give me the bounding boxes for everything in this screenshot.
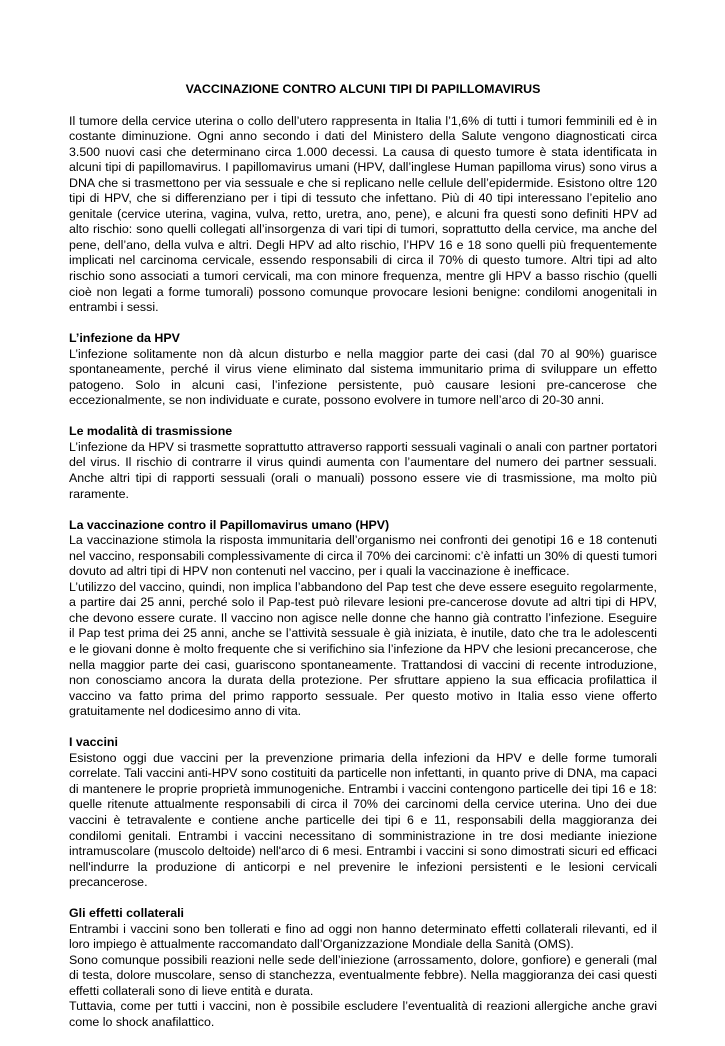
section-paragraph: La vaccinazione stimola la risposta immunitaria dell’organismo nei confronti dei genotipi 16 e 18 contenuti nel vaccino, responsabili complessivamente di circa il 70% dei carcinomi: c’è infatti un 30% di questi tumori dovuto ad altri tipi di HPV non contenuti nel vaccino, per i quali la vaccinazione è inefficace. (69, 533, 657, 579)
section-trasmissione (69, 424, 657, 502)
section-infezione (69, 331, 657, 409)
section-paragraph: Esistono oggi due vaccini per la prevenzione primaria della infezioni da HPV e delle forme tumorali correlate. Tali vaccini anti-HPV sono costituiti da particelle non infettanti, in quanto prive di DNA, ma capaci di mantenere le proprie proprietà immunogeniche. Entrambi i vaccini contengono particelle dei tipi 16 e 18: quelle ritenute attualmente responsabili di circa il 70% dei carcinomi della cervice uterina. Uno dei due vaccini è tetravalente e contiene anche particelle dei tipi 6 e 11, responsabili della maggioranza dei condilomi genitali. Entrambi i vaccini necessitano di somministrazione in tre dosi mediante iniezione intramuscolare (muscolo deltoide) nell'arco di 6 mesi. Entrambi i vaccini si sono dimostrati sicuri ed efficaci nell'indurre la produzione di anticorpi e nel prevenire le infezioni persistenti e le lesioni cervicali precancerose. (69, 750, 657, 890)
section-paragraph: Sono comunque possibili reazioni nelle sede dell’iniezione (arrossamento, dolore, gonfiore) e generali (mal di testa, dolore muscolare, senso di stanchezza, eventualmente febbre). Nella maggioranza dei casi questi effetti collaterali sono di lieve entità e durata. (69, 952, 657, 998)
section-paragraph: Entrambi i vaccini sono ben tollerati e fino ad oggi non hanno determinato effetti collaterali rilevanti, ed il loro impiego è attualmente raccomandato dall’Organizzazione Mondiale della Sanità (OMS). (69, 921, 657, 952)
section-vaccinazione (69, 518, 657, 720)
document-page (69, 82, 657, 1046)
intro-paragraph: Il tumore della cervice uterina o collo dell’utero rappresenta in Italia l’1,6% di tutti i tumori femminili ed è in costante diminuzione. Ogni anno secondo i dati del Ministero della Salute vengono diagnosticati circa 3.500 nuovi casi che determinano circa 1.000 decessi. La causa di questo tumore è stata identificata in alcuni tipi di papillomavirus. I papillomavirus umani (HPV, dall’inglese Human papilloma virus) sono virus a DNA che si trasmettono per via sessuale e che si replicano nelle cellule dell’epidermide. Esistono oltre 120 tipi di HPV, che si differenziano per i tipi di tessuto che infettano. Più di 40 tipi interessano l’epitelio ano genitale (cervice uterina, vagina, vulva, retto, uretra, ano, pene), e alcuni fra questi sono definiti HPV ad alto rischio: sono quelli collegati all’insorgenza di vari tipi di tumori, soprattutto della cervice, ma anche del pene, dell’ano, della vulva e altri. Degli HPV ad alto rischio, l’HPV 16 e 18 sono quelli più frequentemente implicati nel carcinoma cervicale, essendo responsabili di circa il 70% di questo tumore. Altri tipi ad alto rischio sono associati a tumori cervicali, ma con minore frequenza, mentre gli HPV a basso rischio (quelli cioè non legati a forme tumorali) possono comunque provocare lesioni benigne: condilomi anogenitali in entrambi i sessi. (69, 113, 657, 315)
section-heading: Gli effetti collaterali (69, 906, 184, 921)
section-paragraph: L’infezione solitamente non dà alcun disturbo e nella maggior parte dei casi (dal 70 al 90%) guarisce spontaneamente, perché il virus viene eliminato dal sistema immunitario prima di sviluppare un effetto patogeno. Solo in alcuni casi, l’infezione persistente, può causare lesioni pre-cancerose che eccezionalmente, se non individuate e curate, possono evolvere in tumore nell’arco di 20-30 anni. (69, 346, 657, 408)
section-heading: L’infezione da HPV (69, 331, 180, 346)
section-effetti-collaterali (69, 906, 657, 1030)
section-paragraph: L’infezione da HPV si trasmette soprattutto attraverso rapporti sessuali vaginali o anali con partner portatori del virus. Il rischio di contrarre il virus quindi aumenta con l’aumentare del numero dei partner sessuali. Anche altri tipi di rapporti sessuali (orali o manuali) possono essere vie di trasmissione, ma molto più raramente. (69, 439, 657, 501)
document-title: VACCINAZIONE CONTRO ALCUNI TIPI DI PAPILLOMAVIRUS (185, 82, 541, 96)
section-heading: Le modalità di trasmissione (69, 424, 233, 439)
section-paragraph: L’utilizzo del vaccino, quindi, non implica l’abbandono del Pap test che deve essere eseguito regolarmente, a partire dai 25 anni, perché solo il Pap-test può rilevare lesioni pre-cancerose dovute ad altri tipi di HPV, che devono essere curate. Il vaccino non agisce nelle donne che hanno già contratto l’infezione. Eseguire il Pap test prima dei 25 anni, anche se l’attività sessuale è già iniziata, è inutile, dato che tra le adolescenti e le giovani donne è molto frequente che si verifichino sia l’infezione da HPV che lesioni precancerose, che nella maggior parte dei casi, guariscono spontaneamente. Trattandosi di vaccini di recente introduzione, non conosciamo ancora la durata della protezione. Per sfruttare appieno la sua efficacia profilattica il vaccino va fatto prima del primo rapporto sessuale. Per questo motivo in Italia esso viene offerto gratuitamente nel dodicesimo anno di vita. (69, 579, 657, 719)
section-heading: I vaccini (69, 735, 118, 750)
intro-section (69, 114, 657, 316)
section-vaccini (69, 735, 657, 890)
section-paragraph: Tuttavia, come per tutti i vaccini, non è possibile escludere l’eventualità di reazioni allergiche anche gravi come lo shock anafilattico. (69, 999, 657, 1030)
section-heading: La vaccinazione contro il Papillomavirus umano (HPV) (69, 517, 390, 532)
